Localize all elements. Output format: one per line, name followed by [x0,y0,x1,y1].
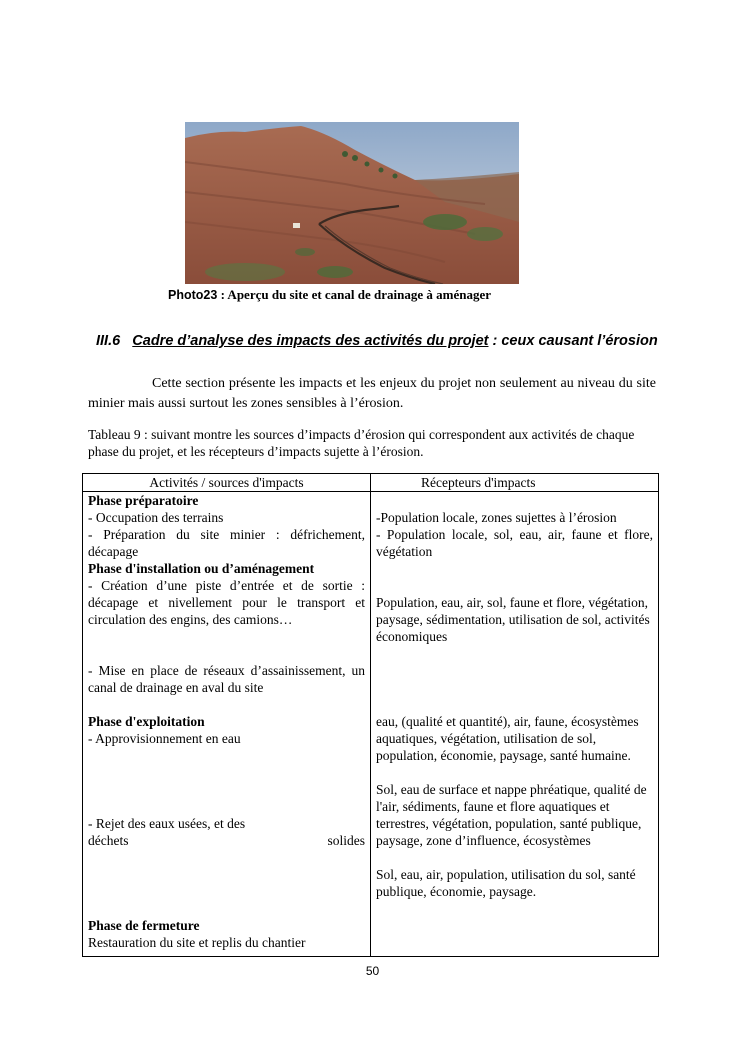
activities-cell [83,492,371,957]
header-activities: Activités / sources d'impacts [83,474,371,492]
receptor-1: -Population locale, zones sujettes à l’érosion [376,510,617,525]
spacer [88,849,365,917]
receptor-5: Sol, eau de surface et nappe phréatique, qualité de l'air, sédiments, faune et flore aquatiques et terrestres, végétation, population, santé publique, paysage, zone d’influence, écosystèmes [376,782,647,848]
receptor-6: Sol, eau, air, population, utilisation du sol, santé publique, économie, paysage. [376,867,636,899]
photo-caption-text: : Aperçu du site et canal de drainage à aménager [217,287,492,302]
site-photo [185,122,519,284]
activity-rejet-line1: - Rejet des eaux usées, et des [88,816,246,831]
header-receptors: Récepteurs d'impacts [371,474,659,492]
table-row [83,492,659,957]
spacer [376,560,653,594]
activity-rejet-line2: déchets solides [88,833,365,848]
page-number: 50 [365,964,380,978]
section-title-underlined: Cadre d’analyse des impacts des activités du projet [132,333,489,349]
table-caption: Tableau 9 : suivant montre les sources d’impacts d’érosion qui correspondent aux activités de chaque phase du projet, et les récepteurs d’impacts sujette à l’érosion. [88,427,635,459]
receptor-3: Population, eau, air, sol, faune et flore, végétation, paysage, sédimentation, utilisation de sol, activités économiques [376,595,650,644]
phase-installation: Phase d'installation ou d’aménagement [88,561,315,576]
activity-piste: - Création d’une piste d’entrée et de sortie : décapage et nivellement pour le transport et circulation des engins, des camions… [88,578,365,627]
intro-paragraph: Cette section présente les impacts et les enjeux du projet non seulement au niveau du site minier mais aussi surtout les zones sensibles à l’érosion. [88,376,656,411]
spacer [376,492,653,509]
activity-assainissement: - Mise en place de réseaux d’assainissement, un canal de drainage en aval du site [88,663,365,695]
activity-occupation: - Occupation des terrains [88,510,224,525]
phase-preparatoire: Phase préparatoire [88,493,199,508]
section-title-rest: : ceux causant l’érosion [488,333,658,349]
photo-caption [168,287,491,303]
spacer [88,628,365,662]
activity-approvisionnement: - Approvisionnement en eau [88,731,241,746]
spacer [88,696,365,713]
receptor-4: eau, (qualité et quantité), air, faune, écosystèmes aquatiques, végétation, utilisation de sol, population, économie, paysage, santé humaine. [376,714,639,763]
receptor-2: - Population locale, sol, eau, air, faune et flore, végétation [376,527,653,559]
impacts-table [82,473,659,957]
activity-preparation: - Préparation du site minier : défrichement, décapage [88,527,365,559]
spacer [376,645,653,713]
photo-caption-label: Photo23 [168,288,218,302]
section-heading [96,333,658,349]
spacer [376,849,653,866]
spacer [88,747,365,815]
phase-exploitation: Phase d'exploitation [88,714,205,729]
phase-fermeture: Phase de fermeture [88,918,200,933]
table-header-row [83,474,659,492]
spacer [376,764,653,781]
activity-restauration: Restauration du site et replis du chantier [88,935,306,950]
receptors-cell [371,492,659,957]
section-number: III.6 [96,333,121,349]
